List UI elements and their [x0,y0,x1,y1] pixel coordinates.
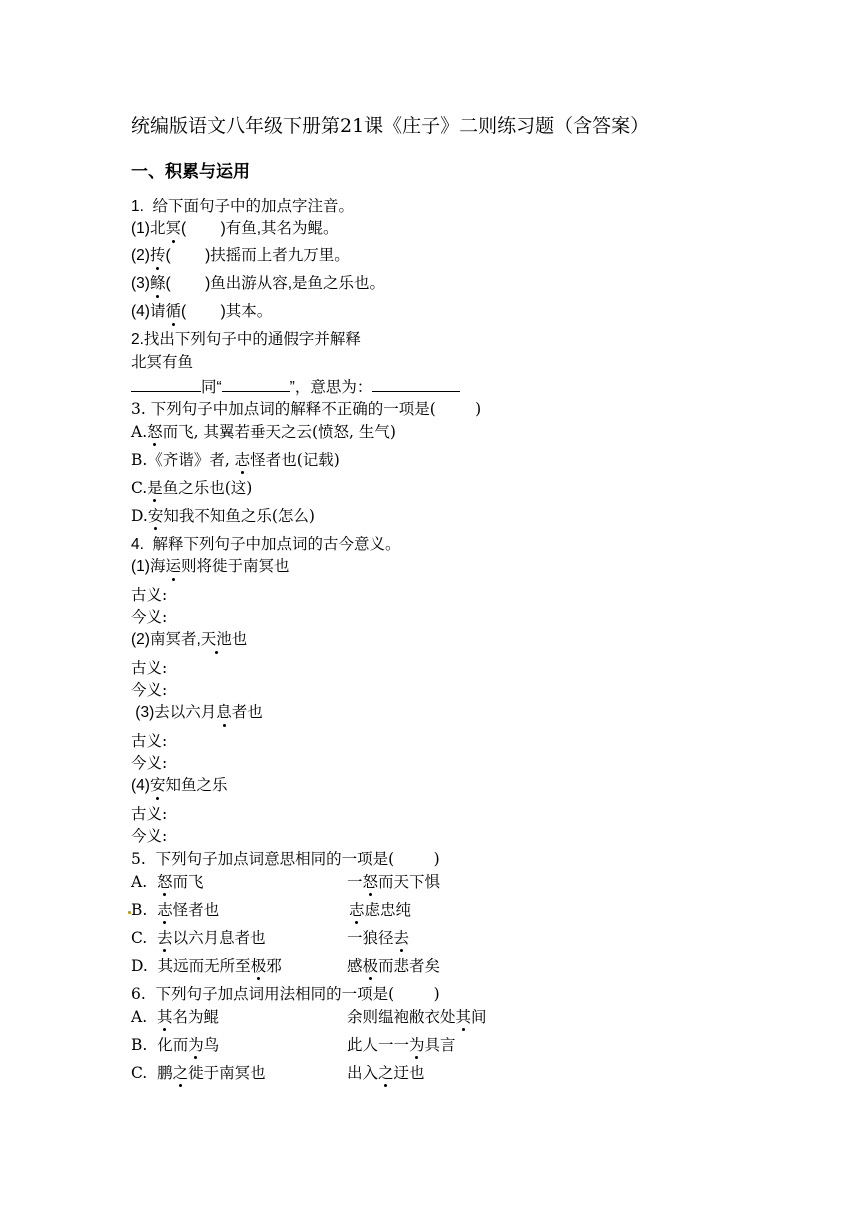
q3-option-b: B.《齐谐》者, 志怪者也(记载) [131,451,340,469]
section-heading: 一、积累与运用 [131,162,250,182]
q2-answer-line: 同“ ”，意思为： [131,376,460,398]
q5-option-a-right: 一怒而天下惧 [347,873,441,891]
q1-item-3: (3)鲦( )鱼出游从容,是鱼之乐也。 [131,275,386,292]
q2-stem: 2.找出下列句子中的通假字并解释 [131,331,361,348]
q6-stem: 6. 下列句子加点词用法相同的一项是( ) [131,985,440,1003]
q6-option-c-right: 出入之迂也 [347,1064,425,1082]
q4-jin-label: 今义: [131,681,168,699]
answer-blank[interactable] [131,376,201,392]
q3-option-a: A.怒而飞, 其翼若垂天之云(愤怒, 生气) [131,423,396,441]
q4-gu-label: 古义: [131,659,168,677]
answer-blank[interactable] [222,376,290,392]
q1-item-4: (4)请循( )其本。 [131,303,273,320]
page-title: 统编版语文八年级下册第21课《庄子》二则练习题（含答案） [131,115,650,137]
q4-item-2: (2)南冥者,天池也 [131,631,248,648]
q6-option-b-right: 此人一一为具言 [347,1036,456,1054]
q5-option-b: B. 志怪者也 [131,901,220,919]
q5-stem: 5. 下列句子加点词意思相同的一项是( ) [131,850,440,868]
answer-blank[interactable] [372,376,460,392]
q5-option-c-right: 一狼径去 [347,929,410,947]
q5-option-d-right: 感极而悲者矣 [347,957,441,975]
q4-item-3: (3)去以六月息者也 [131,704,263,721]
q3-stem: 3. 下列句子中加点词的解释不正确的一项是( ) [131,400,482,418]
q4-gu-label: 古义: [131,732,168,750]
q1-stem: 1. 给下面句子中的加点字注音。 [131,198,355,215]
q4-jin-label: 今义: [131,608,168,626]
q6-option-a-right: 余则缊袍敝衣处其间 [347,1008,487,1026]
q4-jin-label: 今义: [131,754,168,772]
q3-option-c: C.是鱼之乐也(这) [131,479,253,497]
q4-stem: 4. 解释下列句子中加点词的古今意义。 [131,536,401,553]
q6-option-b: B. 化而为鸟 [131,1036,220,1054]
q5-option-d: D. 其远而无所至极邪 [131,957,282,975]
q4-item-1: (1)海运则将徙于南冥也 [131,558,290,575]
edit-marker [128,911,131,914]
q5-option-b-right: 志虑忠纯 [349,901,412,919]
q1-item-1: (1)北冥( )有鱼,其名为鲲。 [131,220,339,237]
q4-gu-label: 古义: [131,805,168,823]
q1-item-2: (2)抟( )扶摇而上者九万里。 [131,247,350,264]
q6-option-a: A. 其名为鲲 [131,1008,220,1026]
q4-item-4: (4)安知鱼之乐 [131,777,228,794]
q6-option-c: C. 鹏之徙于南冥也 [131,1064,266,1082]
q4-gu-label: 古义: [131,586,168,604]
q5-option-a: A. 怒而飞 [131,873,204,891]
q4-jin-label: 今义: [131,827,168,845]
q2-sentence: 北冥有鱼 [131,354,194,371]
q3-option-d: D.安知我不知鱼之乐(怎么) [131,507,315,525]
q5-option-c: C. 去以六月息者也 [131,929,266,947]
